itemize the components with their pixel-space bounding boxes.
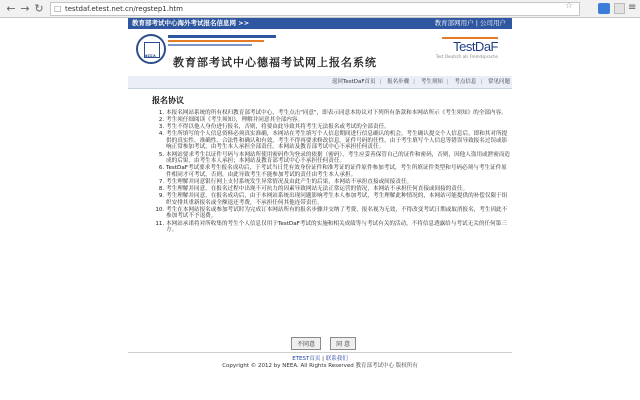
- agreement-buttons: [291, 331, 360, 350]
- footer-link-etest[interactable]: ETEST首页: [292, 356, 321, 362]
- term-item: 3. 考生不得以他人身份进行报名，否则，将要由此导致其将考生无法报名或考试的全部责任。: [166, 124, 512, 131]
- term-item: 7. 考生理解并同意银行网上支付系统发生异常情况及由此产生的后果，本网站不承担直接或间接责任。: [166, 179, 512, 186]
- nav-link-centers[interactable]: 考点信息: [454, 79, 477, 85]
- copyright-text: Copyright © 2012 by NEEA. All Rights Reserved 教育部考试中心 版权所有: [222, 363, 418, 369]
- term-item: 6. TestDaF考试要求考生报名成功后，于考试当日凭有效身份证件和准考证的证件原件参加考试，考生所填证件类型和号码必须与考生证件原件相同才可考试，否则，由此导致考生不能参加考试的责任由考生本人承担。: [166, 165, 512, 178]
- reload-icon[interactable]: ↻: [34, 2, 44, 15]
- term-item: 8. 考生理解并同意，在报名过程中出现不可抗力的因素导致网站无法正常运营的情况，本网站不承担任何直接或间接的责任。: [166, 186, 512, 193]
- browser-toolbar: [0, 0, 640, 18]
- sub-navigation: 返回TestDaF首页 | 报名步骤 | 考生须知 | 考点信息 | 常见问题: [128, 76, 512, 89]
- nav-link-steps[interactable]: 报名步骤: [387, 79, 410, 85]
- menu-icon[interactable]: ≡: [628, 2, 637, 13]
- logo-text: NEEA: [144, 54, 156, 59]
- system-title: 教育部考试中心德福考试网上报名系统: [173, 56, 377, 69]
- neea-logo: [136, 34, 166, 64]
- term-item: 4. 考生所填写的个人信息资料必须真实准确，本网站在考生填写个人信息期间进行信息确认的机会，考生确认提交个人信息后，即和其对所提供的真实性、准确性、合法性和确认和有效，考生不得再要求修改信息。证件号码的任性，由于考生填写个人信息等错误导致报名过误或影响正常参加考试，由考生本人承担全部责任。本网站及教育部考试中心不承担任何责任。: [166, 131, 512, 151]
- topbar-link[interactable]: 公司用户: [480, 19, 506, 27]
- site-topbar: [128, 18, 512, 29]
- page-icon: □: [54, 4, 62, 13]
- nav-link-notice[interactable]: 考生须知: [420, 79, 443, 85]
- term-item: 10. 考生在本网站报名或参加考试时为完成订本网站所有的报名步骤并交纳了考费，报名视为无效，不得改变考试日期或取消报名，考生因此不参加考试不予退费。: [166, 207, 512, 220]
- topbar-links: 教育部网用户 | 公司用户: [434, 19, 506, 27]
- footer-link-contact[interactable]: 联系我们: [325, 356, 348, 362]
- term-item: 5. 本网站要求考生以证件号码与本网站所使用密码作为登录的依据（密码），考生应妥善保管自己的证件和密码，否则，因他人盗用或泄密而造成的后果，由考生本人承担；本网站及教育部考试中心不承担任何责任。: [166, 152, 512, 165]
- bookmark-star-icon[interactable]: ☆: [565, 1, 574, 11]
- decor-bar: [168, 40, 264, 42]
- topbar-link[interactable]: 教育部网用户: [434, 19, 474, 27]
- extension-icon[interactable]: [598, 3, 610, 14]
- url-text: testdaf.etest.net.cn/regstep1.htm: [65, 5, 183, 13]
- term-item: 11. 本网站承诺将对所收集的考生个人信息仅用于TestDaF考试的实施和相关成绩等与考试有关的活动，不将信息透露给与考试无关的任何第三方。: [166, 221, 512, 234]
- site-title-link[interactable]: 教育部考试中心海外考试报名信息网 >>: [132, 19, 250, 27]
- testdaf-subtitle: Test Deutsch als Fremdsprache: [435, 54, 498, 59]
- disagree-button[interactable]: 不同意: [291, 337, 321, 350]
- nav-link-home[interactable]: 返回TestDaF首页: [331, 79, 376, 85]
- extension-icon[interactable]: [614, 3, 625, 14]
- nav-link-faq[interactable]: 常见问题: [487, 79, 510, 85]
- decor-bar: [168, 44, 252, 46]
- agreement-heading: 报名协议: [152, 96, 184, 105]
- terms-list: [152, 110, 512, 234]
- footer-links: ETEST首页 | 联系我们: [292, 356, 348, 362]
- term-item: 9. 考生理解并同意，在报名成功后，由于本网站系统出现问题影响考生本人参加考试，考生理解此种情况的，本网站可能提供的补偿仅限于组织安排其重新报名或全额退还考费，不承担任何其他连带责任。: [166, 193, 512, 206]
- testdaf-logo: TestDaF: [453, 39, 498, 54]
- forward-icon[interactable]: →: [20, 2, 30, 15]
- back-icon[interactable]: ←: [6, 2, 16, 15]
- agreement-section: [152, 95, 512, 234]
- address-bar[interactable]: [50, 2, 580, 16]
- term-item: 1. 本报名网站系统的所有权归教育部考试中心，考生点击"同意"，即表示同意本协议对下列所有条款和本网站所示《考生须知》的全部内容。: [166, 110, 512, 117]
- decor-bar: [168, 35, 276, 38]
- term-item: 2. 考生须仔细阅读《考生须知》，理解并同意其全部内容。: [166, 117, 512, 124]
- site-footer: [128, 352, 512, 370]
- agree-button[interactable]: 同 意: [330, 337, 356, 350]
- site-banner: [128, 29, 512, 77]
